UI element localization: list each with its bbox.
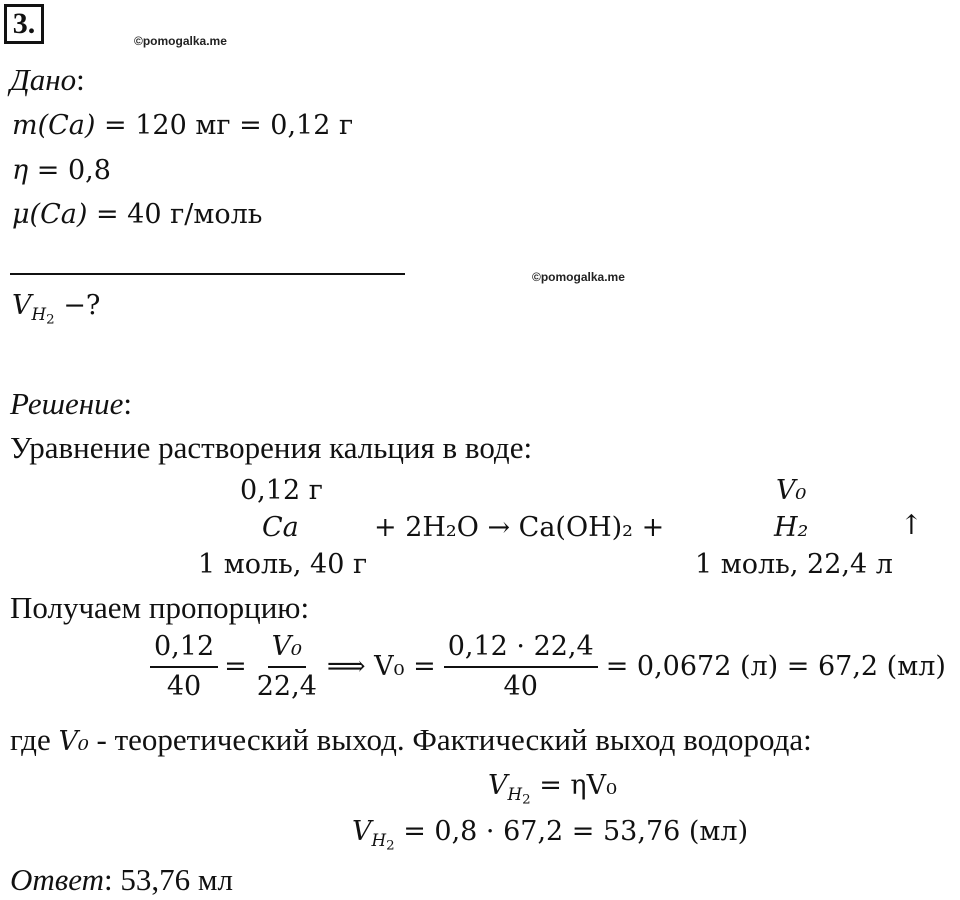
eq-middle: + 2H₂O → Ca(OH)₂ + (374, 512, 665, 543)
fraction-2-numerator: V₀ (268, 632, 306, 668)
f1-sub: H (507, 783, 523, 804)
find-sub: H (31, 303, 47, 324)
implies-v0: ⟹ V₀ = (326, 651, 436, 683)
given-mu-lhs: μ(Ca) (12, 199, 88, 230)
find-rest: −? (63, 290, 101, 321)
find-symbol: V (12, 290, 32, 321)
formula-actual-yield (488, 770, 617, 807)
fraction-1-numerator: 0,12 (150, 632, 218, 668)
watermark-top: ©pomogalka.me (134, 34, 227, 48)
eq-h2: H₂ (774, 512, 809, 543)
fraction-1 (150, 632, 218, 701)
given-eta-lhs: η (12, 155, 29, 186)
where-line (10, 722, 812, 758)
where-rest: - теоретический выход. Фактический выход водорода: (96, 722, 812, 757)
where-prefix: где (10, 722, 51, 757)
solution-heading: Решение (10, 386, 124, 421)
given-mass-rhs: = 120 мг = 0,12 г (104, 110, 354, 141)
f1-rhs: = ηV₀ (539, 770, 617, 801)
proportion-result: = 0,0672 (л) = 67,2 (мл) (605, 651, 946, 683)
solution-colon: : (123, 386, 132, 421)
given-mass (12, 110, 353, 141)
fraction-1-denominator: 40 (166, 670, 202, 702)
where-var: V₀ (58, 726, 89, 757)
answer-heading: Ответ (10, 862, 104, 897)
eq-bottom-right: 1 моль, 22,4 л (695, 549, 893, 580)
eq-top-right: V₀ (776, 475, 807, 506)
proportion-intro: Получаем пропорцию: (10, 590, 310, 625)
equation-intro: Уравнение растворения кальция в воде: (10, 430, 533, 465)
f2-subsub: 2 (386, 838, 395, 854)
answer-line (10, 862, 233, 898)
given-mu-rhs: = 40 г/моль (95, 199, 263, 230)
formula-actual-value (352, 816, 748, 853)
f1-subsub: 2 (522, 792, 531, 808)
given-heading-line (10, 62, 85, 98)
fraction-3 (444, 632, 598, 701)
gas-arrow-icon: ↑ (900, 510, 923, 541)
given-mass-lhs: m(Ca) (12, 110, 96, 141)
fraction-3-numerator: 0,12 · 22,4 (444, 632, 598, 668)
solution-heading-line (10, 386, 132, 422)
equals-sign: = (224, 651, 247, 683)
find-line (12, 290, 100, 327)
eq-ca: Ca (262, 512, 299, 543)
fraction-2 (253, 632, 321, 701)
fraction-3-denominator: 40 (503, 670, 538, 702)
f2-sub: H (371, 829, 387, 850)
given-molar-mass (12, 199, 262, 230)
eq-top-left: 0,12 г (240, 475, 323, 506)
f2-v: V (352, 816, 372, 847)
answer-text: : 53,76 мл (103, 862, 233, 897)
f1-v: V (488, 770, 508, 801)
given-colon: : (76, 62, 85, 97)
given-heading: Дано (10, 62, 77, 97)
proportion-formula (150, 632, 946, 701)
f2-rhs: = 0,8 · 67,2 = 53,76 (мл) (403, 816, 749, 847)
find-subsub: 2 (46, 312, 55, 328)
problem-number: 3. (4, 4, 44, 44)
eq-bottom-left: 1 моль, 40 г (198, 549, 368, 580)
given-divider (10, 273, 405, 275)
watermark-middle: ©pomogalka.me (532, 270, 625, 284)
given-eta-rhs: = 0,8 (36, 155, 111, 186)
given-eta (12, 155, 111, 186)
fraction-2-denominator: 22,4 (256, 670, 317, 702)
